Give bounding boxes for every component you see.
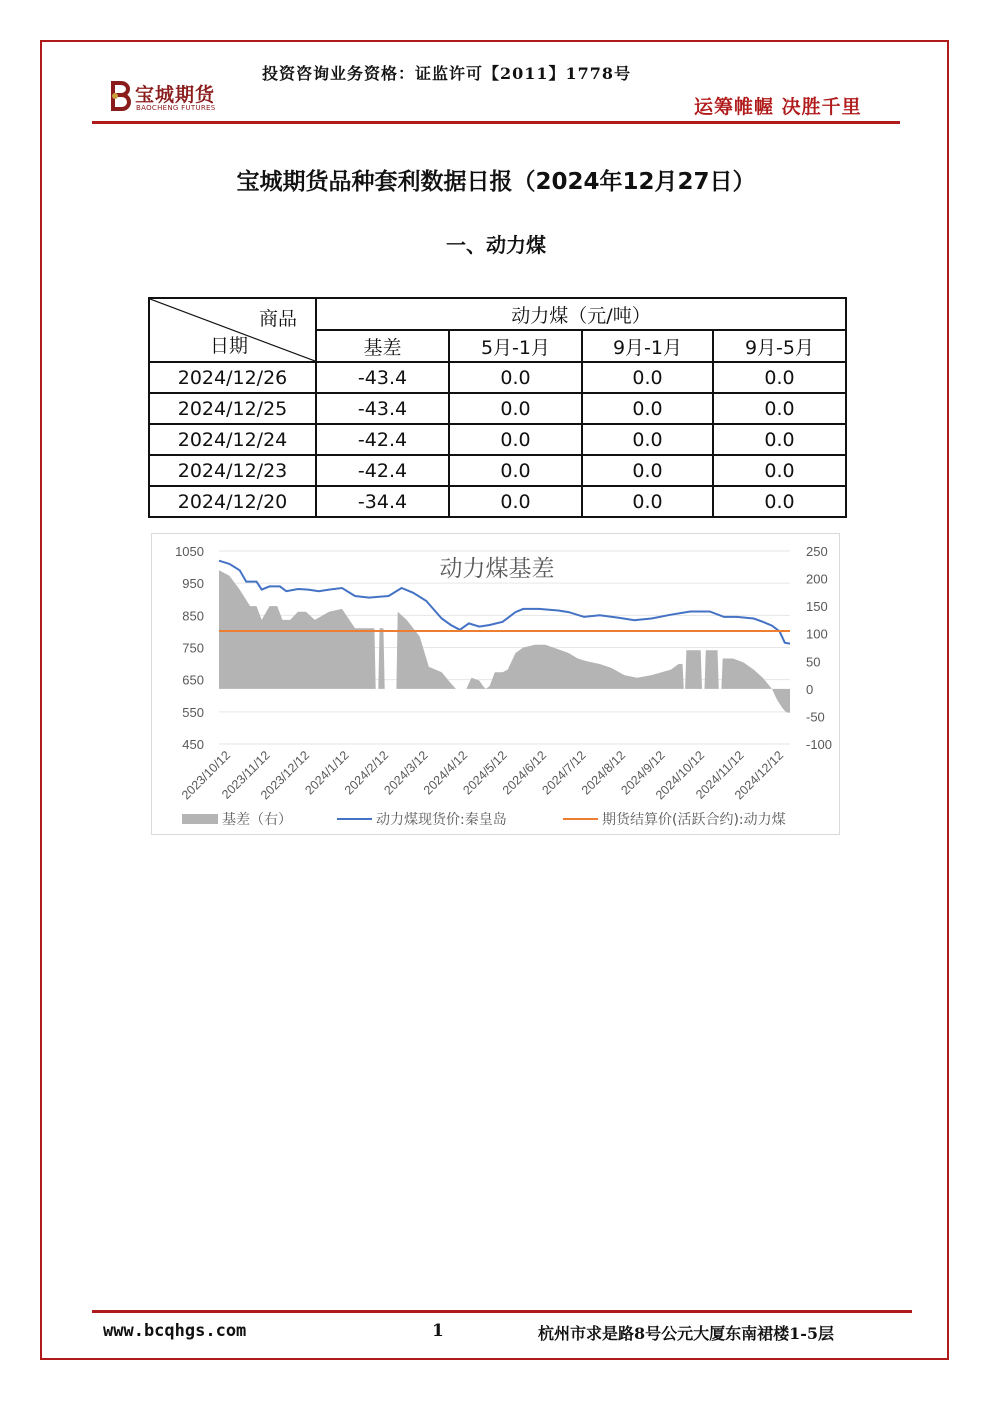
table-row [149,455,846,486]
company-logo [107,78,237,116]
cell-value: 0.0 [582,424,713,455]
x-tick-label: 2024/6/12 [499,748,550,798]
cell-value: 0.0 [713,455,846,486]
column-header: 9月-1月 [582,330,713,362]
cell-value: 0.0 [582,455,713,486]
spread-table [148,297,847,518]
cell-value: -43.4 [316,362,449,393]
column-header: 9月-5月 [713,330,846,362]
basis-chart [151,533,840,835]
cell-value: 0.0 [582,393,713,424]
certification-text: 投资咨询业务资格：证监许可【2011】1778号 [262,64,632,83]
x-tick-label: 2024/4/12 [420,748,471,798]
x-tick-label: 2024/3/12 [381,748,431,798]
x-tick-label: 2024/10/12 [652,748,708,803]
legend-swatch-basis [182,814,218,824]
cell-value: -42.4 [316,424,449,455]
x-tick-label: 2023/12/12 [257,748,313,803]
cell-value: 0.0 [449,455,582,486]
y-left-tick-label: 850 [182,608,204,624]
cell-value: -34.4 [316,486,449,517]
corner-label-date: 日期 [210,335,249,357]
x-tick-label: 2023/11/12 [219,748,273,802]
y-right-tick-label: 50 [806,654,821,670]
x-tick-label: 2024/1/12 [302,748,352,798]
row-date: 2024/12/26 [149,362,316,393]
footer-address: 杭州市求是路8号公元大厦东南裙楼1-5层 [538,1324,835,1343]
row-date: 2024/12/23 [149,455,316,486]
y-left-tick-label: 650 [182,672,204,688]
x-tick-label: 2024/7/12 [539,748,589,798]
company-slogan: 运筹帷幄 决胜千里 [694,96,862,118]
y-left-tick-label: 1050 [175,544,204,559]
chart-title: 动力煤基差 [439,556,555,582]
y-left-tick-label: 550 [182,704,204,720]
x-tick-label: 2024/9/12 [618,748,668,798]
page-number: 1 [432,1321,444,1341]
corner-label-commodity: 商品 [258,308,297,330]
cell-value: 0.0 [713,362,846,393]
table-corner-cell [149,298,316,362]
y-left-tick-label: 450 [182,737,204,752]
table-row [149,424,846,455]
column-header: 5月-1月 [449,330,582,362]
y-right-tick-label: 150 [806,599,828,615]
cell-value: 0.0 [449,486,582,517]
header-rule [92,121,900,124]
section-title: 一、动力煤 [446,233,546,257]
footer-website-link[interactable]: www.bcqhgs.com [103,1321,247,1341]
y-left-tick-label: 750 [182,640,204,656]
basis-area-series [219,570,790,713]
y-right-tick-label: -100 [806,737,833,752]
x-tick-label: 2024/5/12 [460,748,510,798]
legend-label-spot: 动力煤现货价:秦皇岛 [376,812,507,828]
logo-chinese-name: 宝城期货 [135,84,216,106]
legend-label-futures: 期货结算价(活跃合约):动力煤 [602,812,786,828]
table-row [149,393,846,424]
x-tick-label: 2024/2/12 [341,748,392,798]
table-row [149,486,846,517]
y-right-tick-label: -50 [806,709,825,725]
table-group-header: 动力煤（元/吨） [316,298,846,330]
x-tick-label: 2024/12/12 [731,748,787,803]
logo-english-name: BAOCHENG FUTURES [136,104,216,112]
y-left-tick-label: 950 [182,576,204,592]
cell-value: 0.0 [449,393,582,424]
y-right-tick-label: 100 [806,626,828,642]
row-date: 2024/12/24 [149,424,316,455]
x-tick-label: 2023/10/12 [178,748,234,803]
report-title: 宝城期货品种套利数据日报（2024年12月27日） [236,169,756,195]
cell-value: 0.0 [449,424,582,455]
logo-mark-icon [107,80,133,112]
footer-rule [92,1310,912,1313]
cell-value: 0.0 [713,424,846,455]
y-right-tick-label: 200 [806,571,828,587]
row-date: 2024/12/25 [149,393,316,424]
x-tick-label: 2024/11/12 [693,748,747,802]
cell-value: 0.0 [713,393,846,424]
cell-value: 0.0 [449,362,582,393]
cell-value: -43.4 [316,393,449,424]
table-row [149,362,846,393]
x-tick-label: 2024/8/12 [578,748,629,798]
y-right-tick-label: 0 [806,681,814,697]
cell-value: 0.0 [713,486,846,517]
cell-value: -42.4 [316,455,449,486]
basis-chart-svg [152,534,839,834]
cell-value: 0.0 [582,362,713,393]
cell-value: 0.0 [582,486,713,517]
legend-label-basis: 基差（右） [222,812,292,828]
column-header: 基差 [316,330,449,362]
y-right-tick-label: 250 [806,544,828,559]
row-date: 2024/12/20 [149,486,316,517]
